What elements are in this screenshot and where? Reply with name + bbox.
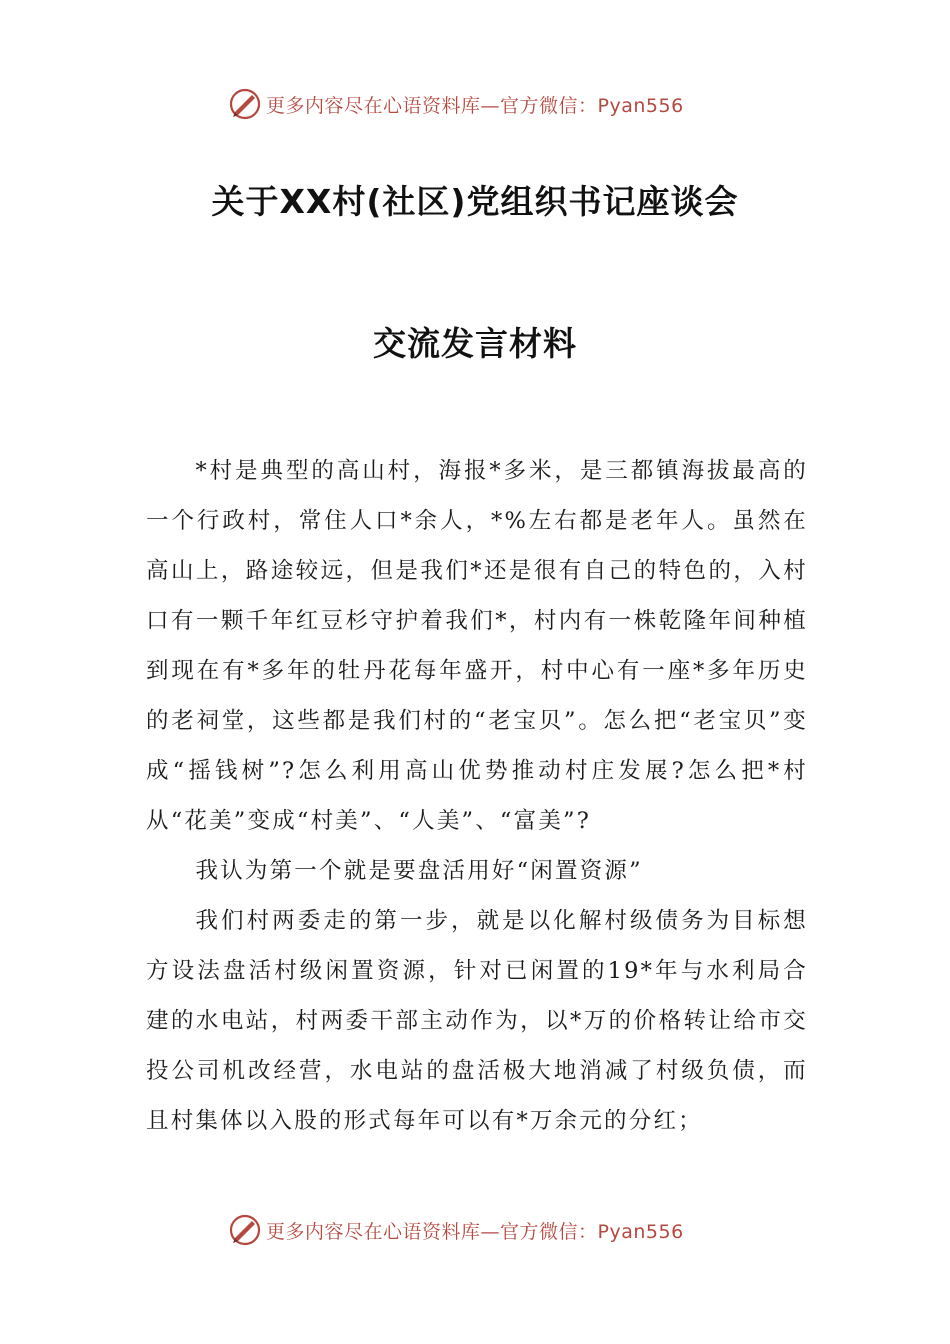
paragraph-2: 我认为第一个就是要盘活用好“闲置资源” (195, 858, 643, 884)
pen-logo-icon (228, 87, 262, 121)
watermark-banner-top (228, 84, 684, 124)
document-title-line-1: 关于XX村(社区)党组织书记座谈会 (211, 182, 739, 221)
watermark-text: 更多内容尽在心语资料库—官方微信：Pyan556 (266, 1220, 684, 1243)
document-title-line-2: 交流发言材料 (373, 324, 577, 363)
pen-logo-icon (228, 1213, 262, 1247)
paragraph-3: 我们村两委走的第一步，就是以化解村级债务为目标想方设法盘活村级闲置资源，针对已闲置的19*年与水利局合建的水电站，村两委干部主动作为，以*万的价格转让给市交投公司机改经营，水电站的盘活极大地消减了村级负债，而且村集体以入股的形式每年可以有*万余元的分红； (146, 908, 808, 1134)
paragraph-1: *村是典型的高山村，海报*多米，是三都镇海拔最高的一个行政村，常住人口*余人，*%左右都是老年人。虽然在高山上，路途较远，但是我们*还是很有自己的特色的，入村口有一颗千年红豆杉守护着我们*，村内有一株乾隆年间种植到现在有*多年的牡丹花每年盛开，村中心有一座*多年历史的老祠堂，这些都是我们村的“老宝贝”。怎么把“老宝贝”变成“摇钱树”?怎么利用高山优势推动村庄发展?怎么把*村从“花美”变成“村美”、“人美”、“富美”? (146, 458, 808, 834)
document-body (146, 446, 808, 1146)
watermark-banner-bottom (228, 1210, 684, 1250)
watermark-text: 更多内容尽在心语资料库—官方微信：Pyan556 (266, 94, 684, 117)
